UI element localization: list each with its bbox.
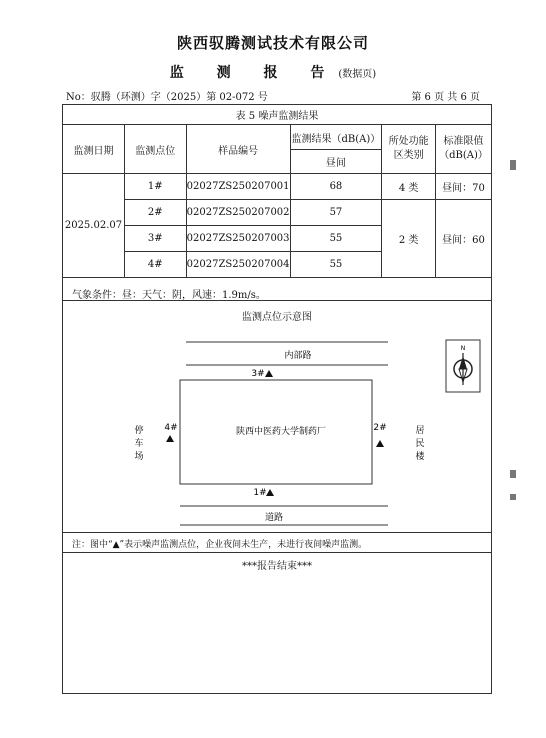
divider [62,300,492,301]
scan-mark [510,470,516,478]
north-road [186,342,388,365]
cell-sample: 02027ZS250207003 [186,226,290,252]
svg-text:民: 民 [415,439,425,449]
header-zone: 所处功能区类别 [382,125,436,174]
header-sample: 样品编号 [186,125,290,174]
east-label-residential [415,425,425,462]
page-number: 第 6 页 共 6 页 [411,92,480,103]
cell-zone: 2 类 [382,200,436,278]
point-1-marker [253,488,274,498]
cell-point: 3# [124,226,186,252]
point-2-marker [373,423,386,447]
svg-text:楼: 楼 [415,452,425,462]
report-title [0,62,546,82]
south-road-label: 道路 [264,513,284,523]
point-3-marker [251,369,273,379]
svg-text:场: 场 [134,452,144,462]
cell-limit: 昼间：60 [435,200,491,278]
cell-point: 1# [124,174,186,200]
monitoring-point-map [62,322,492,530]
cell-value: 57 [290,200,382,226]
svg-text:车: 车 [134,439,144,449]
cell-date: 2025.02.07 [63,174,125,278]
cell-limit: 昼间：70 [435,174,491,200]
header-result-day: 昼间 [290,150,382,174]
divider [62,552,492,553]
scan-mark [510,494,516,500]
header-date: 监测日期 [63,125,125,174]
point-3-label: 3# [251,369,265,379]
south-road [180,506,388,525]
cell-value: 68 [290,174,382,200]
weather-conditions: 气象条件：昼：天气：阴，风速：1.9m/s。 [72,290,266,301]
map-title: 监测点位示意图 [242,312,312,323]
report-end: ***报告结束*** [242,561,312,572]
svg-text:N: N [460,345,466,352]
cell-point: 4# [124,252,186,278]
north-road-label: 内部路 [284,351,312,361]
divider [62,532,492,533]
cell-sample: 02027ZS250207002 [186,200,290,226]
document-number: No：驭腾（环测）字（2025）第 02-072 号 [66,92,268,103]
cell-sample: 02027ZS250207001 [186,174,290,200]
header-point: 监测点位 [124,125,186,174]
point-4-marker [164,423,177,442]
map-note: 注：图中“▲”表示噪声监测点位，企业夜间未生产，未进行夜间噪声监测。 [72,540,368,550]
header-limit: 标准限值（dB(A)） [435,125,491,174]
point-4-label: 4# [164,423,178,433]
cell-zone: 4 类 [382,174,436,200]
north-arrow-icon [446,340,480,392]
company-name: 陕西驭腾测试技术有限公司 [176,34,369,52]
svg-text:居: 居 [415,426,425,436]
west-label-parking [134,424,143,462]
point-2-label: 2# [373,423,387,433]
header-result: 监测结果（dB(A)） [290,125,382,150]
scan-mark [510,160,516,170]
noise-results-table [62,104,492,278]
cell-sample: 02027ZS250207004 [186,252,290,278]
factory-label: 陕西中医药大学制药厂 [235,427,327,437]
table-caption: 表 5 噪声监测结果 [63,105,492,125]
svg-text:停: 停 [134,426,144,436]
point-1-label: 1# [253,488,267,498]
cell-point: 2# [124,200,186,226]
report-title-sub: (数据页) [338,69,377,80]
report-title-main: 监 测 报 告 [169,65,339,81]
cell-value: 55 [290,226,382,252]
cell-value: 55 [290,252,382,278]
